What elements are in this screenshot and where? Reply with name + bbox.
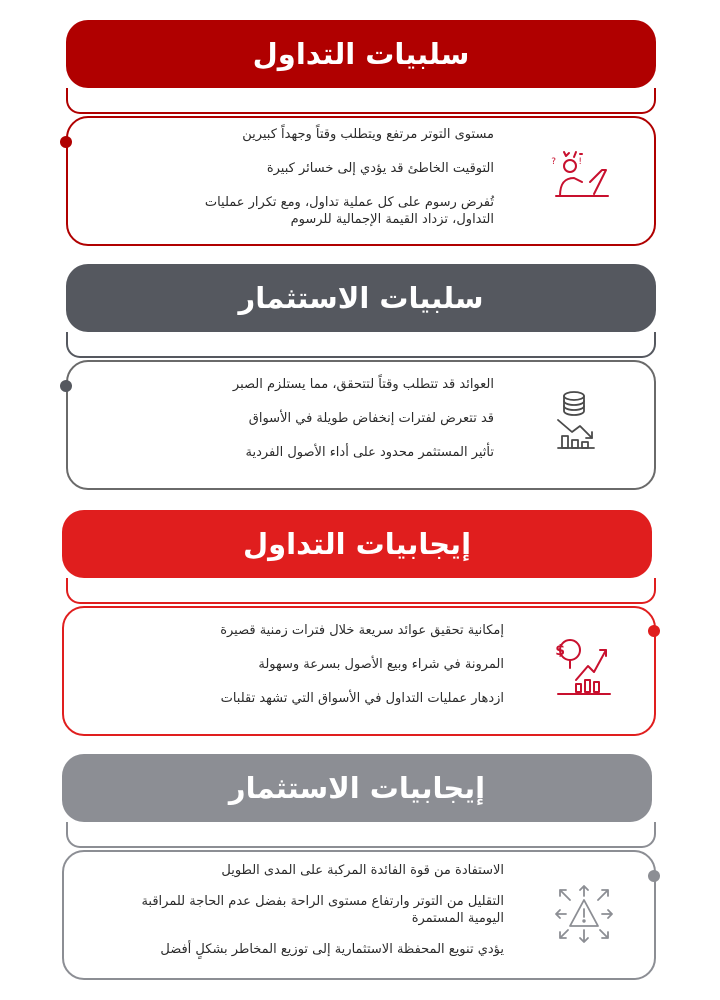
section-title: إيجابيات التداول xyxy=(242,527,472,561)
risk-diversification-icon xyxy=(554,884,614,944)
list-item: العوائد قد تتطلب وقتاً لتتحقق، مما يستلزم الصبر xyxy=(232,377,494,392)
section-banner xyxy=(62,754,652,822)
list-item: قد تتعرض لفترات إنخفاض طويلة في الأسواق xyxy=(248,411,494,426)
list-item: تُفرض رسوم على كل عملية تداول، ومع تكرار عمليات التداول، تزداد القيمة الإجمالية للرسوم xyxy=(204,195,494,227)
banner-connector xyxy=(66,822,656,848)
list-item: المرونة في شراء وبيع الأصول بسرعة وسهولة xyxy=(258,657,504,672)
timeline-dot xyxy=(648,870,660,882)
svg-text:?: ? xyxy=(551,157,556,167)
section-title: إيجابيات الاستثمار xyxy=(228,771,486,805)
list-item: تأثير المستثمر محدود على أداء الأصول الفردية xyxy=(245,445,494,460)
list-item: التوقيت الخاطئ قد يؤدي إلى خسائر كبيرة xyxy=(266,161,494,176)
items-list xyxy=(124,862,504,958)
section-title: سلبيات الاستثمار xyxy=(238,281,484,315)
list-item: التقليل من التوتر وارتفاع مستوى الراحة بفضل عدم الحاجة للمراقبة اليومية المستمرة xyxy=(141,894,504,926)
list-item: مستوى التوتر مرتفع ويتطلب وقتاً وجهداً كبيرين xyxy=(242,127,494,142)
svg-text:$: $ xyxy=(555,643,565,659)
section-title: سلبيات التداول xyxy=(252,37,470,71)
svg-text:!: ! xyxy=(578,157,582,167)
list-item: يؤدي تنويع المحفظة الاستثمارية إلى توزيع المخاطر بشكلٍ أفضل xyxy=(160,942,504,957)
section-panel xyxy=(62,850,656,980)
list-item: ازدهار عمليات التداول في الأسواق التي تشهد تقلبات xyxy=(220,691,504,706)
list-item: إمكانية تحقيق عوائد سريعة خلال فترات زمنية قصيرة xyxy=(220,623,504,638)
list-item: الاستفادة من قوة الفائدة المركبة على المدى الطويل xyxy=(221,863,504,878)
